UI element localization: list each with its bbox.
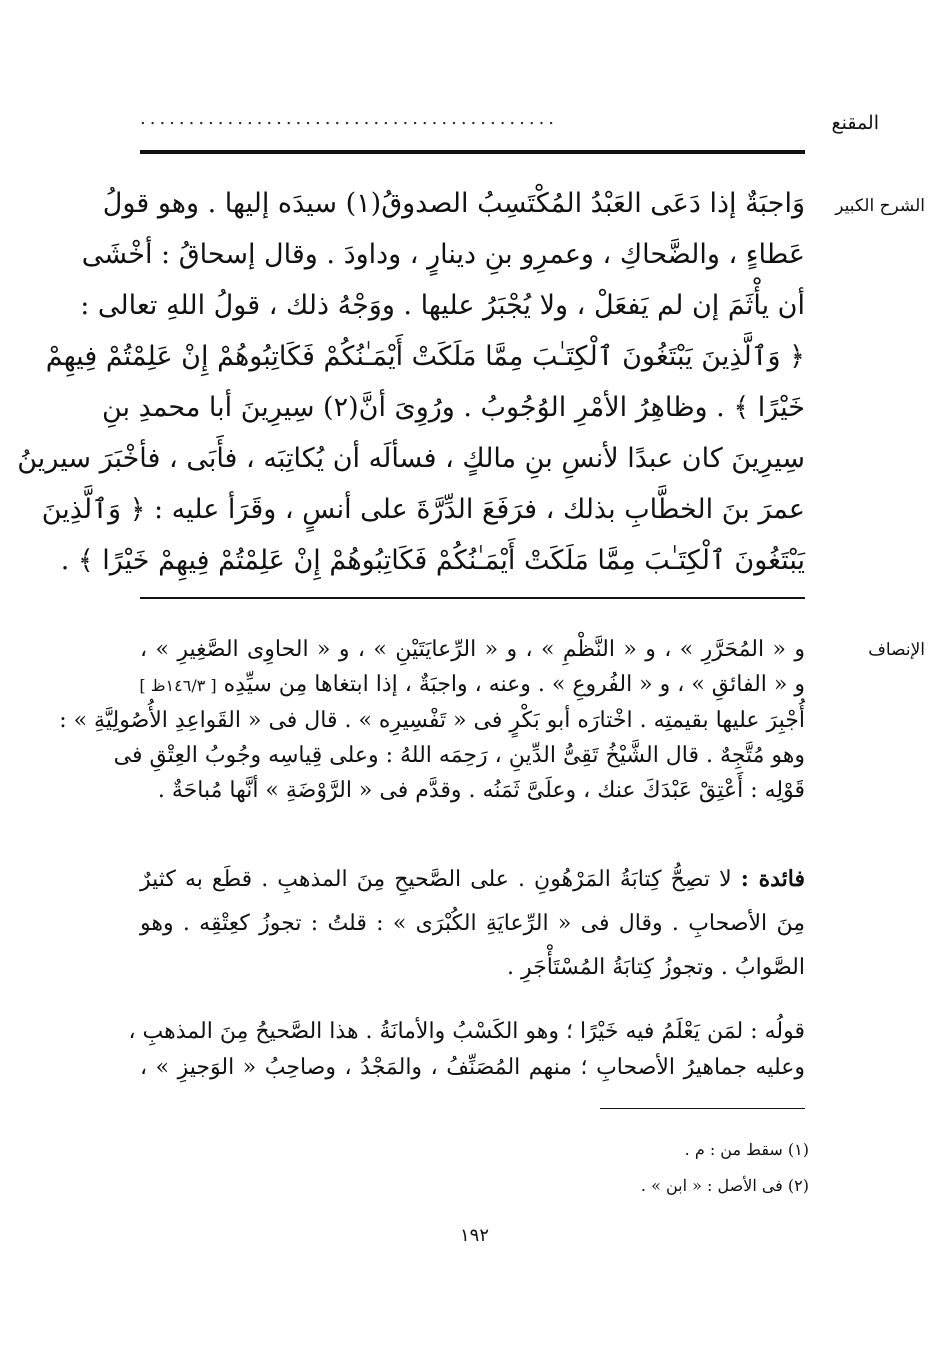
text-line: يَبْتَغُونَ ٱلْكِتَـٰبَ مِمَّا مَلَكَتْ أَيْمَـٰنُكُمْ فَكَاتِبُوهُمْ إِنْ عَلِمْتُمْ فِيهِمْ خَيْرًا ﴾ . [60,545,805,576]
text-line: وعليه جماهيرُ الأصحابِ ؛ منهم المُصَنِّفُ ، والمَجْدُ ، وصاحِبُ « الوَجيزِ » ، [140,1055,805,1080]
text-line: عَطاءٍ ، والضَّحاكِ ، وعمرِو بنِ دينارٍ ، وداودَ . وقال إسحاقُ : أخْشَى [81,239,805,270]
text-line: سِيرِينَ كان عبدًا لأنسِ بنِ مالكٍ ، فسألَه أن يُكاتِبَه ، فأَبَى ، فأخْبَرَ سيرينُ [17,443,805,474]
text-line [140,667,805,703]
faida-label: فائدة : [740,866,805,892]
text-line: قَوْلِه : أَعْتِقْ عَبْدَكَ عنك ، وعلَىَّ ثَمَنُه . وقدَّم فى « الرَّوْضَةِ » أنَّها مُباحَةٌ . [157,778,805,803]
text-line: مِنَ الأصحابِ . وقال فى « الرِّعايَةِ الكُبْرَى » : قلتُ : تجوزُ كعِتْقِه . وهو [140,911,805,936]
text-segment: و « الفائقِ » ، و « الفُروعِ » . وعنه ، واجبَةٌ ، إذا ابتغاها مِن سيِّدِه [223,672,805,697]
sharh-main-text [17,178,805,586]
side-label-sharh-kabir: الشرح الكبير [835,196,925,216]
text-line: عمرَ بنَ الخطَّابِ بذلك ، فرَفَعَ الدِّرَّةَ على أنسٍ ، وقَرَأ عليه : ﴿ وَٱلَّذِينَ [41,494,805,525]
footnote-rule [600,1108,805,1109]
text-line: وَاجبَةٌ إذا دَعَى العَبْدُ المُكْتَسِبُ الصدوقُ(١) سيدَه إليها . وهو قولُ [102,188,805,219]
page-number: ١٩٢ [459,1225,489,1246]
faida-paragraph [140,857,805,990]
text-line: ﴿ وَٱلَّذِينَ يَبْتَغُونَ ٱلْكِتَـٰبَ مِمَّا مَلَكَتْ أَيْمَـٰنُكُمْ فَكَاتِبُوهُمْ إِنْ عَلِمْتُمْ فِيهِمْ [45,341,805,372]
qawluhu-paragraph [128,1014,805,1086]
text-line: أُجْبِرَ عليها بقيمتِه . اخْتارَه أبو بَكْرٍ فى « تَفْسِيرِه » . قال فى « القَواعِدِ الأُصُولِيَّةِ » : [59,708,805,733]
footnote-2: (٢) فى الأصل : « ابن » . [640,1176,809,1195]
text-line: قولُه : لمَن يَعْلَمُ فيه خَيْرًا ؛ وهو الكَسْبُ والأمانَةُ . هذا الصَّحيحُ مِنَ المذهبِ ، [128,1019,805,1044]
insaf-text [59,632,805,808]
text-line: وهو مُتَّجِهٌ . قال الشَّيْخُ تَقِىُّ الدِّينِ ، رَحِمَه اللهُ : وعلى قِياسِه وجُوبُ العِتْقِ فى [113,743,805,768]
footnote-1: (١) سقط من : م . [684,1140,809,1159]
text-segment: لا تصِحُّ كِتابَةُ المَرْهُونِ . على الصَّحيحِ مِنَ المذهبِ . قطَع به كثيرٌ [140,867,732,892]
text-line: خَيْرًا ﴾ . وظاهِرُ الأمْرِ الوُجُوبُ . ورُوِىَ أنَّ(٢) سِيرِينَ أبا محمدِ بنِ [102,392,805,423]
running-header-title: المقنع [831,112,879,134]
side-label-insaf: الإنصاف [868,640,925,660]
manuscript-reference: [ ١٤٦/٣ظ ] [139,676,217,695]
header-rule [140,150,805,154]
text-line: أن يأْثَمَ إن لم يَفعَلْ ، ولا يُجْبَرُ عليها . ووَجْهُ ذلك ، قولُ اللهِ تعالى : [80,290,805,321]
text-line: و « المُحَرَّرِ » ، و « النَّظْمِ » ، و « الرِّعايَتَيْنِ » ، و « الحاوِى الصَّغِيرِ » ، [140,637,805,662]
text-line [140,857,805,902]
header-dotted-leader: ........................................... [140,108,559,129]
section-divider [140,597,805,599]
text-line: الصَّوابُ . وتجوزُ كِتابَةُ المُسْتَأْجَرِ . [507,955,805,980]
